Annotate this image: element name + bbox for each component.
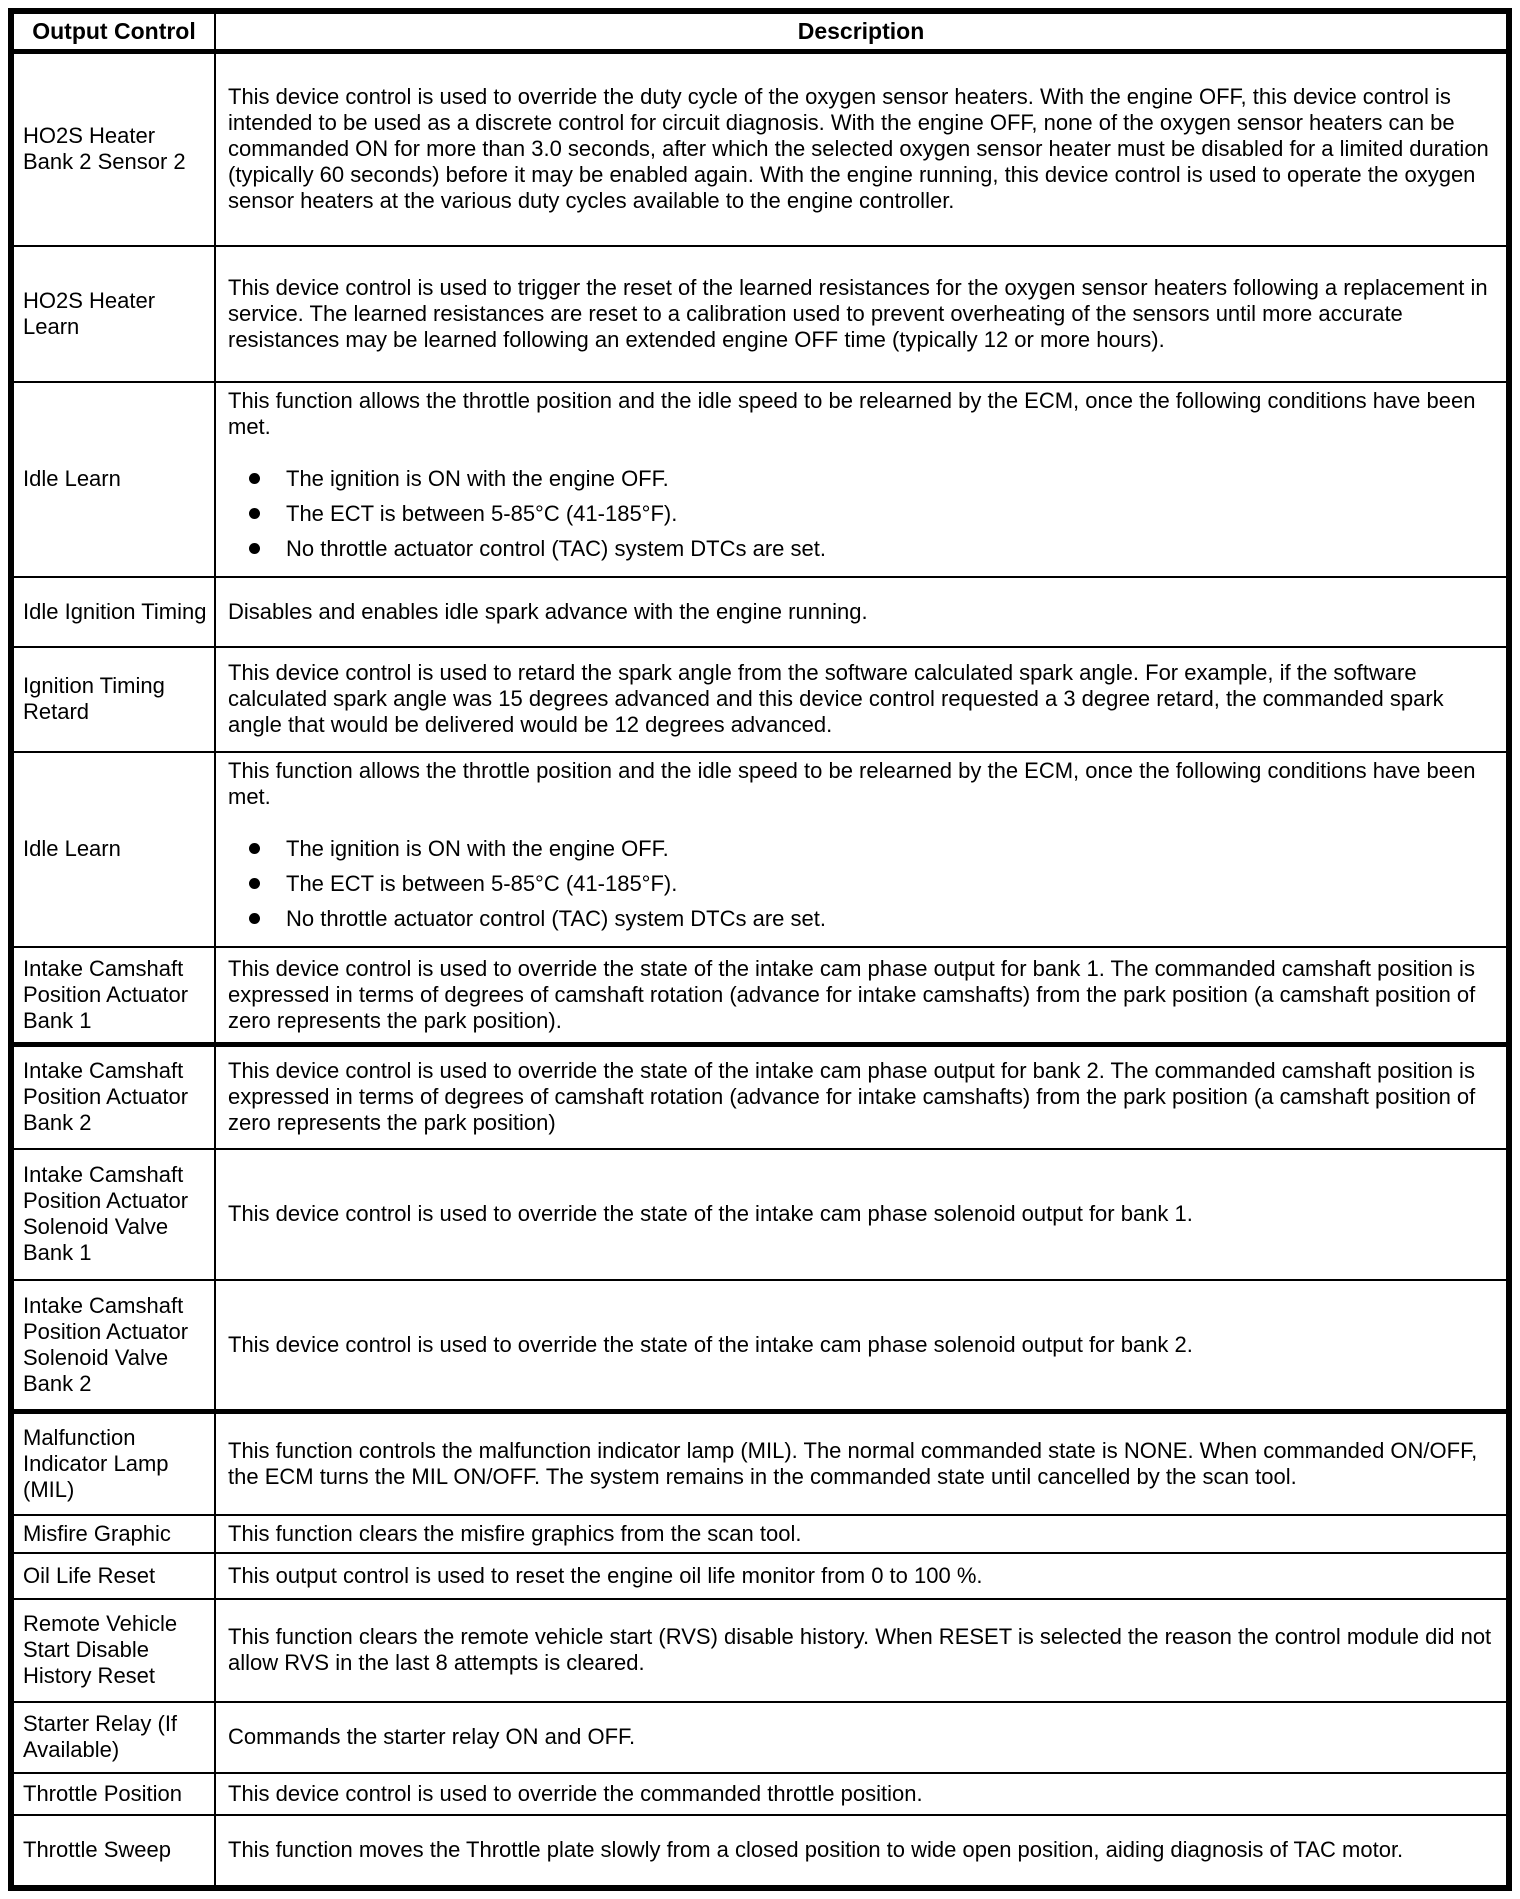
description-cell [215,1280,1509,1412]
output-control-cell [11,1149,215,1280]
table-row [11,1412,1509,1515]
description-paragraph: This function moves the Throttle plate slowly from a closed position to wide open position, aiding diagnosis of TAC motor. [228,1837,1404,1862]
output-control-label: Remote Vehicle Start Disable History Reset [23,1611,178,1688]
table-row [11,1553,1509,1599]
bullet-icon [249,473,260,484]
condition-item [286,906,1498,932]
description-cell [215,1702,1509,1773]
description-cell [215,1553,1509,1599]
description-cell [215,1149,1509,1280]
output-control-cell [11,752,215,947]
description-cell [215,52,1509,246]
description-paragraph: This function clears the remote vehicle start (RVS) disable history. When RESET is selected the reason the control module did not allow RVS in the last 8 attempts is cleared. [228,1624,1492,1675]
bullet-icon [249,543,260,554]
description-paragraph: This device control is used to override the state of the intake cam phase solenoid output for bank 2. [228,1331,1193,1357]
output-control-table [8,8,1512,1891]
description-paragraph: This device control is used to trigger the reset of the learned resistances for the oxygen sensor heaters following a replacement in service. The learned resistances are reset to a calibration used to prevent overheating of the sensors until more accurate resistances may be learned following an extended engine OFF time (typically 12 or more hours). [228,274,1488,352]
description-paragraph: Disables and enables idle spark advance with the engine running. [228,598,868,624]
condition-item-text: The ignition is ON with the engine OFF. [286,465,669,491]
output-control-cell [11,1045,215,1149]
output-control-label: Misfire Graphic [23,1520,171,1546]
condition-item [286,501,1498,527]
condition-item-text: No throttle actuator control (TAC) system DTCs are set. [286,905,826,931]
output-control-cell [11,1553,215,1599]
condition-list [228,466,1498,562]
condition-item-text: The ECT is between 5-85°C (41-185°F). [286,500,678,526]
description-cell [215,1515,1509,1553]
output-control-label: Oil Life Reset [23,1562,156,1588]
description-paragraph: This function allows the throttle position and the idle speed to be relearned by the ECM, once the following conditions have been met. [228,757,1476,809]
output-control-label: Throttle Position [23,1780,182,1806]
table-row [11,1599,1509,1702]
table-header-row [11,11,1509,52]
output-control-cell [11,1815,215,1888]
table-row [11,1815,1509,1888]
condition-item-text: The ignition is ON with the engine OFF. [286,835,669,861]
condition-item [286,871,1498,897]
output-control-label: Starter Relay (If Available) [23,1711,178,1762]
output-control-label: Malfunction Indicator Lamp (MIL) [23,1424,169,1502]
table-row [11,246,1509,382]
description-paragraph: This function clears the misfire graphics from the scan tool. [228,1520,802,1546]
description-paragraph: This device control is used to override the state of the intake cam phase solenoid output for bank 1. [228,1201,1193,1226]
output-control-label: HO2S Heater Bank 2 Sensor 2 [23,123,186,175]
description-paragraph: This device control is used to override the state of the intake cam phase output for bank 2. The commanded camshaft position is expressed in terms of degrees of camshaft rotation (advance for intake camshafts) from the park position (a camshaft position of zero represents the park position) [228,1058,1476,1136]
output-control-cell [11,52,215,246]
condition-item-text: The ECT is between 5-85°C (41-185°F). [286,870,678,896]
description-cell [215,752,1509,947]
output-control-cell [11,647,215,752]
output-control-label: Idle Learn [23,836,121,861]
description-cell [215,1412,1509,1515]
table-row [11,647,1509,752]
description-cell [215,1045,1509,1149]
bullet-icon [249,843,260,854]
condition-item [286,536,1498,562]
description-cell [215,577,1509,647]
description-paragraph: Commands the starter relay ON and OFF. [228,1724,636,1749]
output-control-label: Intake Camshaft Position Actuator Bank 1 [23,955,189,1033]
description-cell [215,947,1509,1045]
output-control-cell [11,1515,215,1553]
description-cell [215,1773,1509,1815]
output-control-label: Idle Ignition Timing [23,598,207,624]
description-paragraph: This function controls the malfunction indicator lamp (MIL). The normal commanded state is NONE. When commanded ON/OFF, the ECM turns the MIL ON/OFF. The system remains in the commanded state until cancelled by the scan tool. [228,1437,1478,1489]
table-row [11,577,1509,647]
output-control-cell [11,947,215,1045]
output-control-label: Throttle Sweep [23,1837,171,1862]
output-control-label: Intake Camshaft Position Actuator Bank 2 [23,1058,189,1136]
output-control-label: Intake Camshaft Position Actuator Solenoid Valve Bank 1 [23,1162,189,1265]
output-control-label: Ignition Timing Retard [23,673,165,724]
table-row [11,52,1509,246]
description-paragraph: This device control is used to override the state of the intake cam phase output for bank 1. The commanded camshaft position is expressed in terms of degrees of camshaft rotation (advance for intake camshafts) from the park position (a camshaft position of zero represents the park position). [228,955,1476,1033]
output-control-cell [11,1412,215,1515]
description-cell [215,647,1509,752]
bullet-icon [249,508,260,519]
output-control-label: Intake Camshaft Position Actuator Solenoid Valve Bank 2 [23,1292,189,1396]
description-paragraph: This device control is used to override the commanded throttle position. [228,1780,923,1806]
table-row [11,1045,1509,1149]
output-control-cell [11,1280,215,1412]
table-row [11,947,1509,1045]
table-row [11,1773,1509,1815]
description-paragraph: This output control is used to reset the engine oil life monitor from 0 to 100 %. [228,1562,983,1588]
table-row [11,1280,1509,1412]
description-cell [215,246,1509,382]
condition-item-text: No throttle actuator control (TAC) system DTCs are set. [286,535,826,561]
table-row [11,1702,1509,1773]
output-control-cell [11,577,215,647]
condition-item [286,836,1498,862]
header-output-control: Output Control [11,11,215,52]
description-cell [215,1815,1509,1888]
output-control-label: Idle Learn [23,466,121,491]
bullet-icon [249,913,260,924]
description-paragraph: This device control is used to retard the spark angle from the software calculated spark angle. For example, if the software calculated spark angle was 15 degrees advanced and this device control requested a 3 degree retard, the commanded spark angle that would be delivered would be 12 degrees advanced. [228,660,1444,737]
table-row [11,1149,1509,1280]
condition-list [228,836,1498,932]
output-control-cell [11,246,215,382]
description-paragraph: This device control is used to override the duty cycle of the oxygen sensor heaters. With the engine OFF, this device control is intended to be used as a discrete control for circuit diagnosis. With the engine OFF, none of the oxygen sensor heaters can be commanded ON for more than 3.0 seconds, after which the selected oxygen sensor heater must be disabled for a limited duration (typically 60 seconds) before it may be enabled again. With the engine running, this device control is used to operate the oxygen sensor heaters at the various duty cycles available to the engine controller. [228,84,1489,214]
description-paragraph: This function allows the throttle position and the idle speed to be relearned by the ECM, once the following conditions have been met. [228,387,1476,439]
description-cell [215,1599,1509,1702]
condition-item [286,466,1498,492]
output-control-cell [11,1773,215,1815]
description-cell [215,382,1509,577]
output-control-label: HO2S Heater Learn [23,287,156,339]
output-control-cell [11,1702,215,1773]
header-description: Description [215,11,1509,52]
table-row [11,1515,1509,1553]
table-row [11,382,1509,577]
output-control-cell [11,382,215,577]
bullet-icon [249,878,260,889]
output-control-cell [11,1599,215,1702]
table-row [11,752,1509,947]
